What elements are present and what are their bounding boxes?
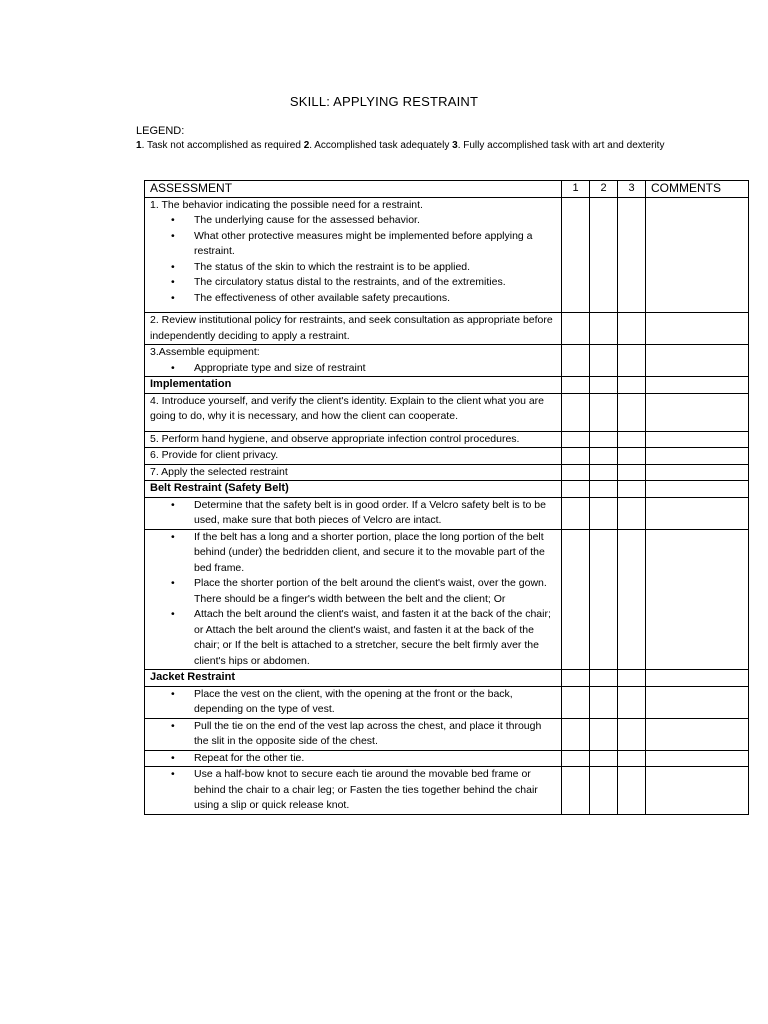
section-heading: Belt Restraint (Safety Belt): [145, 481, 562, 498]
table-row: [145, 686, 749, 718]
step-bullet-list: [150, 719, 556, 750]
score-3-cell: [618, 345, 646, 377]
step-bullet: • What other protective measures might be implemented before applying a restraint.: [194, 229, 556, 260]
score-1-cell: [562, 431, 590, 448]
step-bullet-list: [150, 213, 556, 306]
score-1-cell: [562, 481, 590, 498]
step-bullet: • Attach the belt around the client's waist, and fasten it at the back of the chair; or Attach the belt around the client's waist, and fasten it at the back of the chair; or If the belt is attached to a stretcher, secure the belt firmly aver the client's hips or abdomen.: [194, 607, 556, 669]
table-row: [145, 448, 749, 465]
step-bullet: • Use a half-bow knot to secure each tie around the movable bed frame or behind the chair to a chair leg; or Fasten the ties together behind the chair using a slip or quick release knot.: [194, 767, 556, 814]
spacer: [150, 425, 556, 431]
score-3-cell: [618, 529, 646, 670]
score-3-cell: [618, 718, 646, 750]
legend-num-2: 2: [303, 140, 310, 151]
score-1-cell: [562, 377, 590, 394]
score-3-cell: [618, 431, 646, 448]
legend-num-3: 3: [452, 140, 458, 151]
score-1-cell: [562, 670, 590, 687]
step-cell: [145, 686, 562, 718]
step-bullet: • The effectiveness of other available safety precautions.: [194, 291, 556, 307]
legend-item-2: . Accomplished task adequately: [309, 140, 453, 151]
header-assessment: ASSESSMENT: [145, 181, 562, 198]
step-cell: [145, 464, 562, 481]
score-1-cell: [562, 393, 590, 431]
score-1-cell: [562, 718, 590, 750]
step-bullet-list: [150, 530, 556, 670]
score-1-cell: [562, 497, 590, 529]
legend-num-1: 1: [136, 140, 142, 151]
score-2-cell: [590, 718, 618, 750]
score-2-cell: [590, 448, 618, 465]
table-row: [145, 529, 749, 670]
step-bullet-list: [150, 498, 556, 529]
step-text: 7. Apply the selected restraint: [150, 465, 288, 478]
page-title: SKILL: APPLYING RESTRAINT: [289, 94, 479, 109]
step-cell: [145, 448, 562, 465]
score-2-cell: [590, 529, 618, 670]
comments-cell: [646, 767, 749, 815]
step-bullet: • Pull the tie on the end of the vest lap across the chest, and place it through the slit in the opposite side of the chest.: [194, 719, 556, 750]
score-1-cell: [562, 686, 590, 718]
comments-cell: [646, 377, 749, 394]
comments-cell: [646, 448, 749, 465]
score-2-cell: [590, 345, 618, 377]
comments-cell: [646, 481, 749, 498]
score-2-cell: [590, 313, 618, 345]
score-3-cell: [618, 686, 646, 718]
table-row: [145, 464, 749, 481]
step-text: 2. Review institutional policy for restraints, and seek consultation as appropriate before independently deciding to apply a restraint.: [150, 314, 553, 342]
step-bullet: • The underlying cause for the assessed behavior.: [194, 213, 556, 229]
legend-text: [136, 139, 676, 153]
header-score-3: 3: [618, 181, 646, 198]
score-3-cell: [618, 481, 646, 498]
step-bullet-list: [150, 767, 556, 814]
step-bullet: • The status of the skin to which the restraint is to be applied.: [194, 260, 556, 276]
score-3-cell: [618, 197, 646, 313]
section-row: [145, 481, 749, 498]
step-bullet-list: [150, 687, 556, 718]
comments-cell: [646, 750, 749, 767]
score-1-cell: [562, 529, 590, 670]
score-3-cell: [618, 393, 646, 431]
table-row: [145, 750, 749, 767]
score-2-cell: [590, 431, 618, 448]
table-row: [145, 497, 749, 529]
step-bullet-list: [150, 751, 556, 767]
score-1-cell: [562, 313, 590, 345]
score-2-cell: [590, 670, 618, 687]
comments-cell: [646, 197, 749, 313]
score-2-cell: [590, 686, 618, 718]
score-1-cell: [562, 448, 590, 465]
table-row: [145, 431, 749, 448]
score-3-cell: [618, 750, 646, 767]
table-row: [145, 345, 749, 377]
legend-heading: LEGEND:: [136, 125, 185, 137]
comments-cell: [646, 670, 749, 687]
comments-cell: [646, 718, 749, 750]
step-cell: [145, 431, 562, 448]
step-cell: [145, 197, 562, 313]
comments-cell: [646, 464, 749, 481]
section-row: [145, 377, 749, 394]
score-3-cell: [618, 497, 646, 529]
score-3-cell: [618, 313, 646, 345]
score-2-cell: [590, 464, 618, 481]
comments-cell: [646, 529, 749, 670]
step-bullet: • Appropriate type and size of restraint: [194, 361, 556, 377]
step-text: 6. Provide for client privacy.: [150, 449, 279, 461]
section-row: [145, 670, 749, 687]
section-heading: Implementation: [145, 377, 562, 394]
table-row: [145, 313, 749, 345]
step-text: 4. Introduce yourself, and verify the client's identity. Explain to the client what you are going to do, why it is necessary, and how the client can cooperate.: [150, 394, 545, 422]
header-score-1: 1: [562, 181, 590, 198]
skill-checklist-table: [144, 180, 749, 815]
step-bullet: • Repeat for the other tie.: [194, 751, 556, 767]
step-cell: [145, 750, 562, 767]
section-heading: Jacket Restraint: [145, 670, 562, 687]
legend-item-1: . Task not accomplished as required: [141, 140, 304, 151]
header-score-2: 2: [590, 181, 618, 198]
score-3-cell: [618, 767, 646, 815]
step-bullet: • Place the shorter portion of the belt around the client's waist, over the gown. There should be a finger's width between the belt and the client; Or: [194, 576, 556, 607]
score-3-cell: [618, 670, 646, 687]
step-cell: [145, 345, 562, 377]
score-1-cell: [562, 345, 590, 377]
score-1-cell: [562, 750, 590, 767]
step-cell: [145, 393, 562, 431]
table-header-row: [145, 181, 749, 198]
comments-cell: [646, 393, 749, 431]
score-2-cell: [590, 393, 618, 431]
step-bullet-list: [150, 361, 556, 377]
step-text: 5. Perform hand hygiene, and observe appropriate infection control procedures.: [150, 432, 520, 445]
comments-cell: [646, 313, 749, 345]
comments-cell: [646, 686, 749, 718]
score-3-cell: [618, 377, 646, 394]
table-row: [145, 197, 749, 313]
score-2-cell: [590, 377, 618, 394]
table-row: [145, 767, 749, 815]
score-2-cell: [590, 750, 618, 767]
score-2-cell: [590, 197, 618, 313]
score-1-cell: [562, 197, 590, 313]
score-2-cell: [590, 497, 618, 529]
step-bullet: • If the belt has a long and a shorter portion, place the long portion of the belt behind (under) the bedridden client, and secure it to the movable part of the bed frame.: [194, 530, 556, 577]
comments-cell: [646, 345, 749, 377]
step-bullet: • Place the vest on the client, with the opening at the front or the back, depending on the type of vest.: [194, 687, 556, 718]
score-3-cell: [618, 464, 646, 481]
step-cell: [145, 497, 562, 529]
step-text: 3.Assemble equipment:: [150, 346, 260, 358]
table-body: [145, 197, 749, 814]
step-bullet: • Determine that the safety belt is in good order. If a Velcro safety belt is to be used, make sure that both pieces of Velcro are intact.: [194, 498, 556, 529]
header-comments: COMMENTS: [646, 181, 749, 198]
step-text: 1. The behavior indicating the possible need for a restraint.: [150, 198, 423, 211]
comments-cell: [646, 431, 749, 448]
legend-item-3: . Fully accomplished task with art and dexterity: [457, 140, 665, 151]
spacer: [150, 306, 556, 312]
score-3-cell: [618, 448, 646, 465]
score-1-cell: [562, 464, 590, 481]
step-cell: [145, 718, 562, 750]
comments-cell: [646, 497, 749, 529]
table-row: [145, 718, 749, 750]
step-bullet: • The circulatory status distal to the restraints, and of the extremities.: [194, 275, 556, 291]
score-1-cell: [562, 767, 590, 815]
score-2-cell: [590, 767, 618, 815]
step-cell: [145, 767, 562, 815]
score-2-cell: [590, 481, 618, 498]
step-cell: [145, 313, 562, 345]
table-row: [145, 393, 749, 431]
step-cell: [145, 529, 562, 670]
